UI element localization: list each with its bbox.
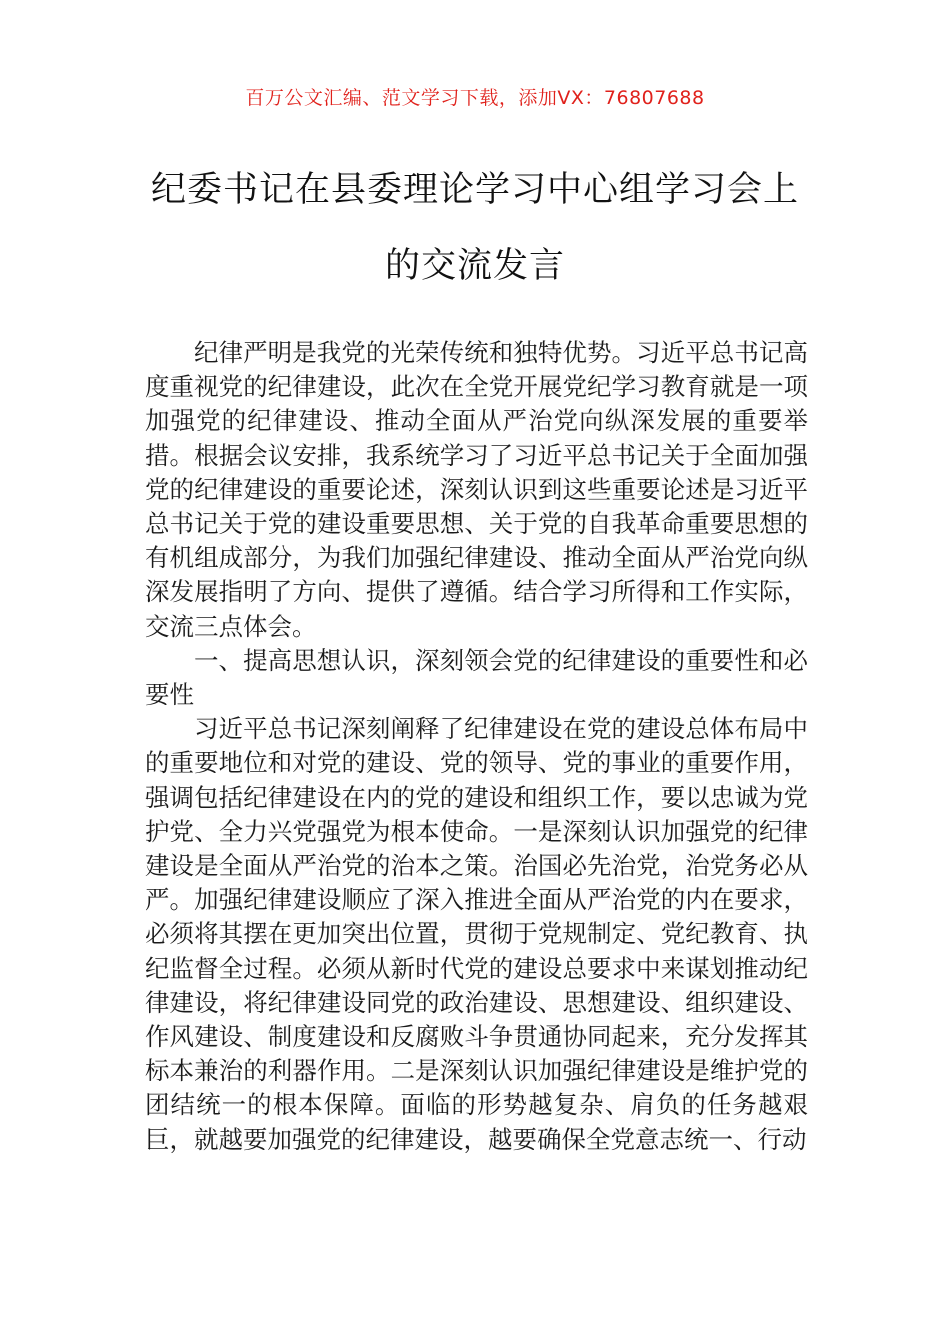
title-line-2: 的交流发言 (384, 246, 565, 286)
document-body (145, 336, 808, 1157)
title-line-1: 纪委书记在县委理论学习中心组学习会上 (150, 170, 799, 210)
paragraph-section-1: 习近平总书记深刻阐释了纪律建设在党的建设总体布局中的重要地位和对党的建设、党的领导、党的事业的重要作用，强调包括纪律建设在内的党的建设和组织工作，要以忠诚为党护党、全力兴党强党为根本使命。一是深刻认识加强党的纪律建设是全面从严治党的治本之策。治国必先治党，治党务必从严。加强纪律建设顺应了深入推进全面从严治党的内在要求，必须将其摆在更加突出位置，贯彻于党规制定、党纪教育、执纪监督全过程。必须从新时代党的建设总要求中来谋划推动纪律建设，将纪律建设同党的政治建设、思想建设、组织建设、作风建设、制度建设和反腐败斗争贯通协同起来，充分发挥其标本兼治的利器作用。二是深刻认识加强纪律建设是维护党的团结统一的根本保障。面临的形势越复杂、肩负的任务越艰巨，就越要加强党的纪律建设，越要确保全党意志统一、行动 (145, 714, 808, 1154)
section-heading-1: 一、提高思想认识，深刻领会党的纪律建设的重要性和必要性 (145, 645, 808, 710)
watermark-header: 百万公文汇编、范文学习下载，添加VX：76807688 (245, 87, 705, 109)
paragraph-intro: 纪律严明是我党的光荣传统和独特优势。习近平总书记高度重视党的纪律建设，此次在全党开展党纪学习教育就是一项加强党的纪律建设、推动全面从严治党向纵深发展的重要举措。根据会议安排，我系统学习了习近平总书记关于全面加强党的纪律建设的重要论述，深刻认识到这些重要论述是习近平总书记关于党的建设重要思想、关于党的自我革命重要思想的有机组成部分，为我们加强纪律建设、推动全面从严治党向纵深发展指明了方向、提供了遵循。结合学习所得和工作实际，交流三点体会。 (145, 338, 808, 641)
document-title (120, 152, 830, 304)
